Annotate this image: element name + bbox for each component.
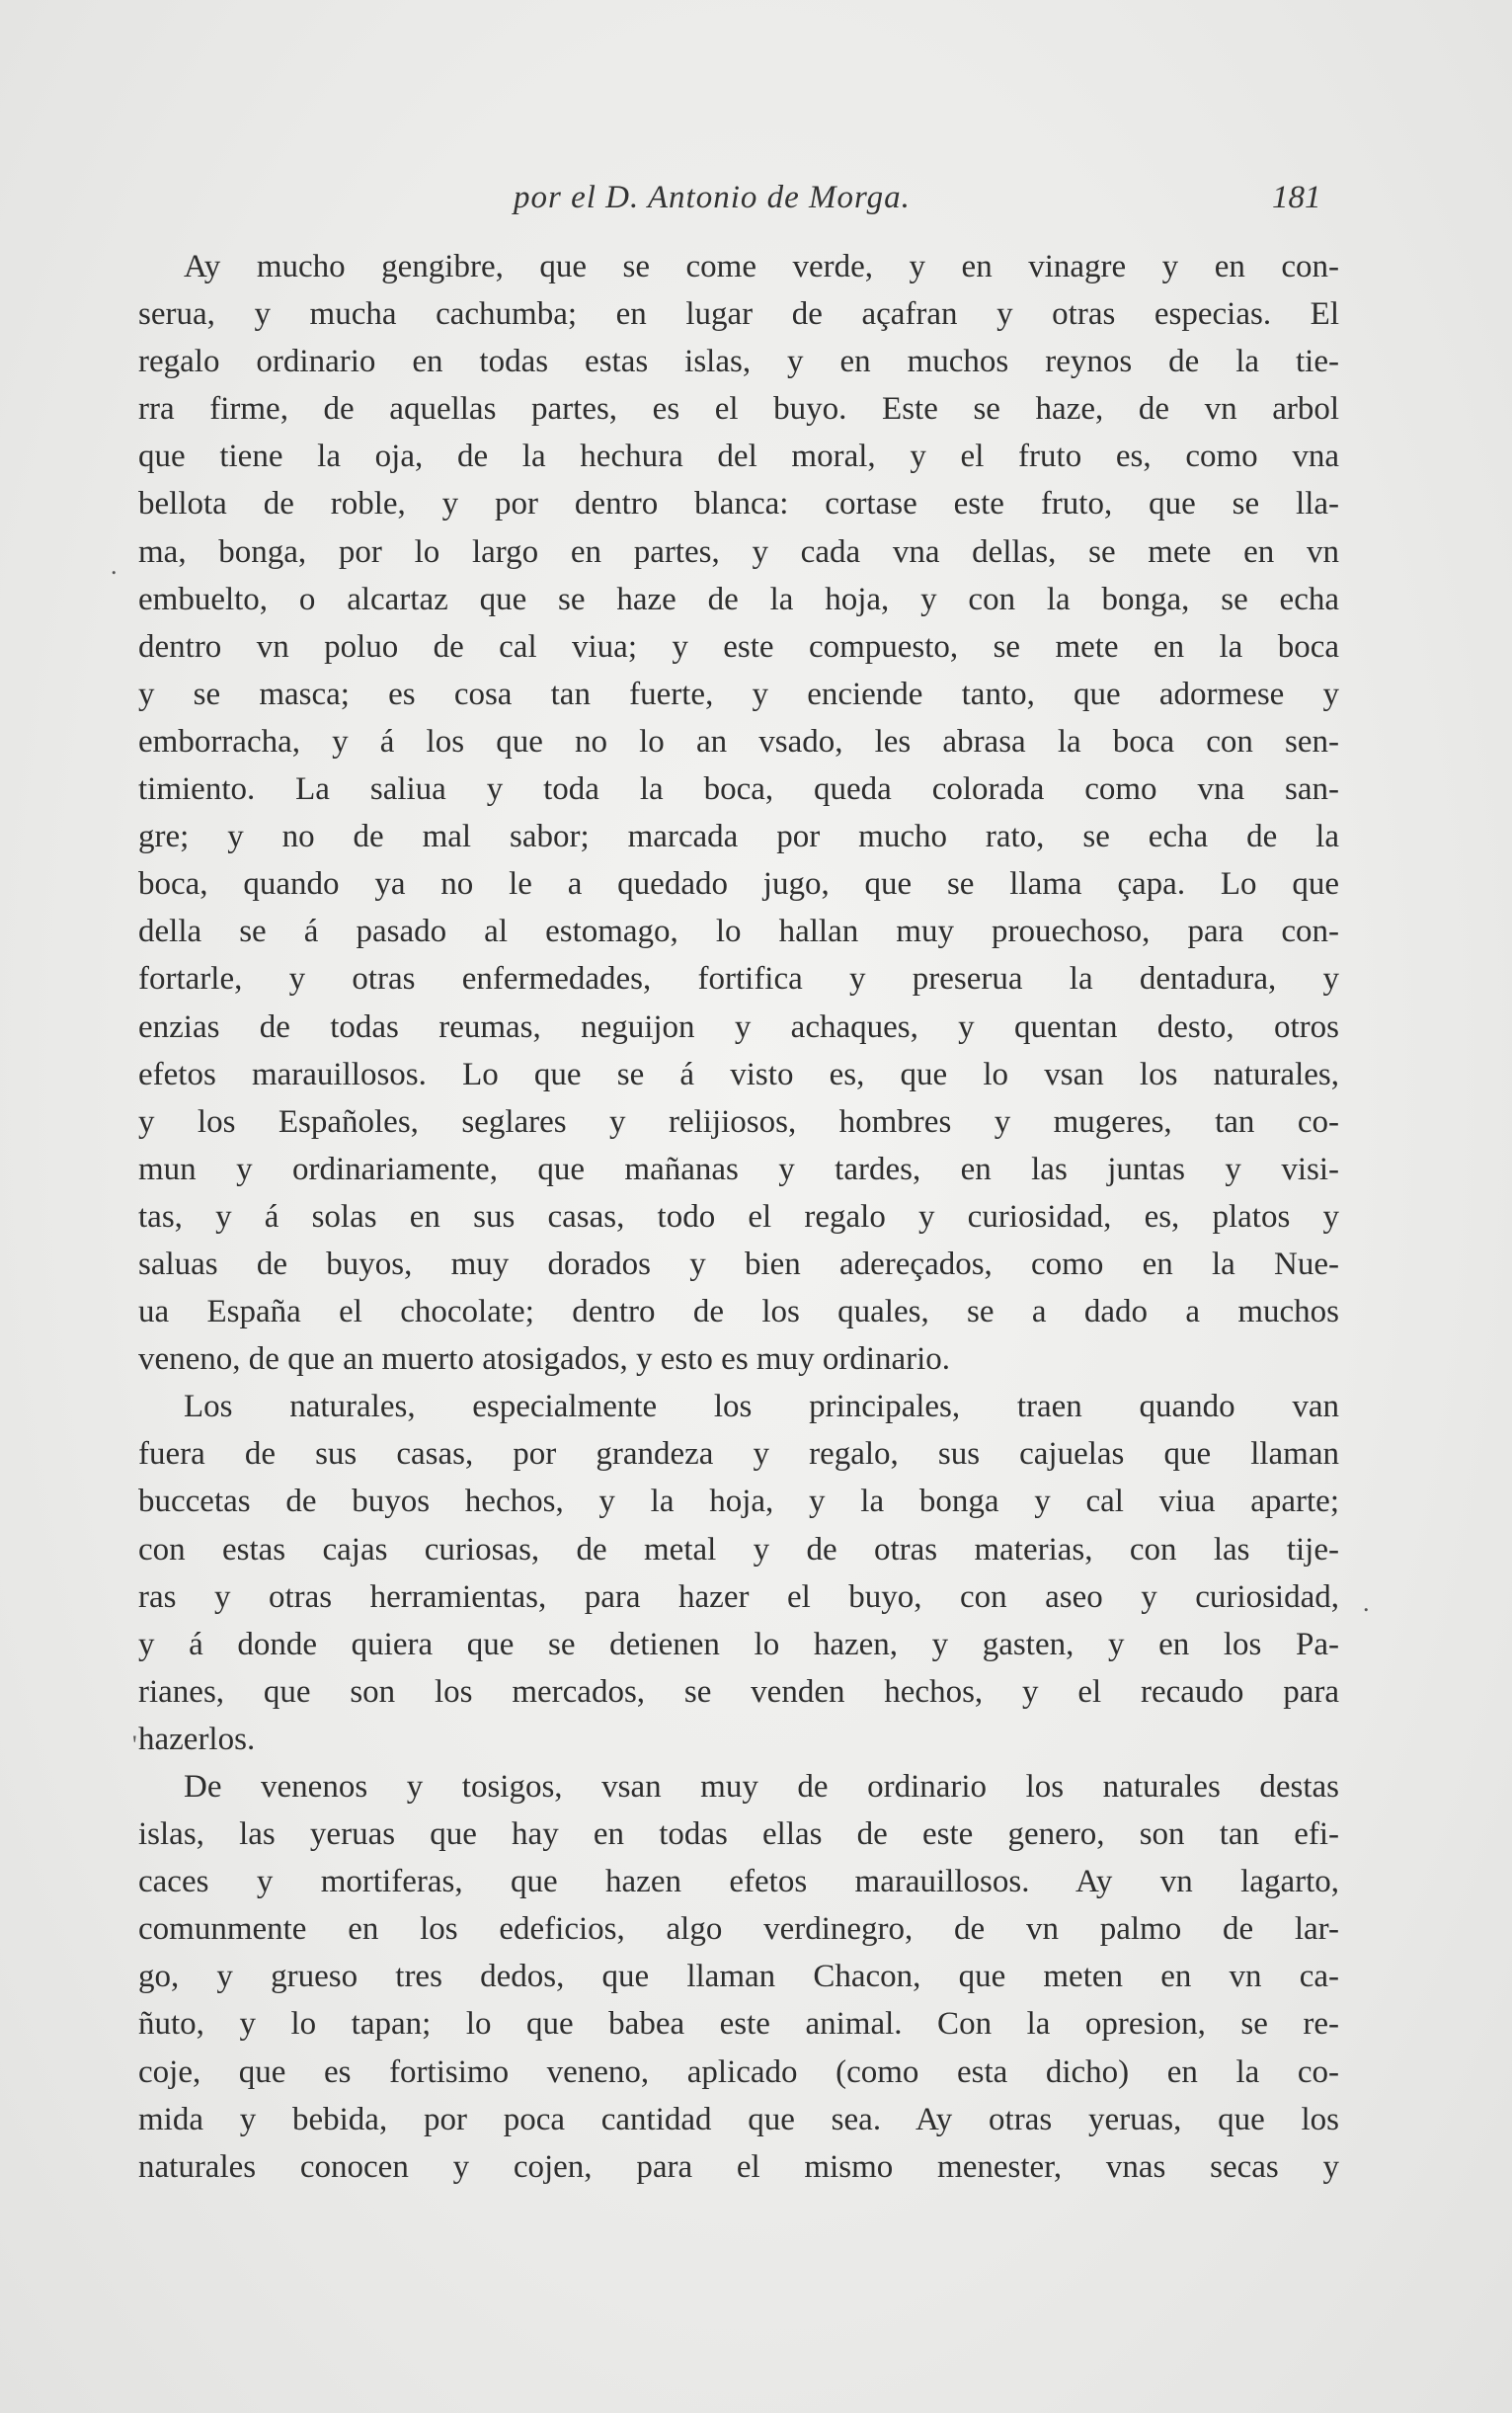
text-line: emborracha, y á los que no lo an vsado, les abrasa la boca con sen- — [138, 723, 1339, 760]
text-line: gre; y no de mal sabor; marcada por mucho rato, se echa de la — [138, 819, 1339, 855]
text-line: tas, y á solas en sus casas, todo el regalo y curiosidad, es, platos y — [138, 1198, 1339, 1235]
text-line: mun y ordinariamente, que mañanas y tardes, en las juntas y visi- — [138, 1151, 1339, 1187]
text-line: naturales conocen y cojen, para el mismo menester, vnas secas y — [138, 2148, 1339, 2185]
text-line: ua España el chocolate; dentro de los quales, se a dado a muchos — [138, 1294, 1339, 1330]
text-line: que tiene la oja, de la hechura del moral, y el fruto es, como vna — [138, 439, 1339, 475]
body-text — [138, 243, 1339, 2191]
text-line: De venenos y tosigos, vsan muy de ordinario los naturales destas — [184, 1769, 1339, 1805]
text-line: embuelto, o alcartaz que se haze de la hoja, y con la bonga, se echa — [138, 581, 1339, 617]
text-line: veneno, de que an muerto atosigados, y esto es muy ordinario. — [138, 1341, 951, 1378]
text-line: go, y grueso tres dedos, que llaman Chacon, que meten en vn ca- — [138, 1959, 1339, 1995]
text-line: ras y otras herramientas, para hazer el buyo, con aseo y curiosidad, — [138, 1578, 1339, 1615]
text-line: Los naturales, especialmente los principales, traen quando van — [184, 1389, 1339, 1425]
text-line: y los Españoles, seglares y relijiosos, hombres y mugeres, tan co- — [138, 1103, 1339, 1140]
text-line: regalo ordinario en todas estas islas, y en muchos reynos de la tie- — [138, 344, 1339, 380]
text-line: efetos marauillosos. Lo que se á visto es, que lo vsan los naturales, — [138, 1056, 1339, 1092]
text-line: rra firme, de aquellas partes, es el buyo. Este se haze, de vn arbol — [138, 391, 1339, 428]
text-line: hazerlos. — [138, 1721, 256, 1757]
text-line: saluas de buyos, muy dorados y bien adereçados, como en la Nue- — [138, 1246, 1339, 1282]
text-line: Ay mucho gengibre, que se come verde, y en vinagre y en con- — [184, 249, 1339, 284]
text-line: con estas cajas curiosas, de metal y de otras materias, con las tije- — [138, 1531, 1339, 1568]
text-line: dentro vn poluo de cal viua; y este compuesto, se mete en la boca — [138, 628, 1339, 665]
text-line: ñuto, y lo tapan; lo que babea este animal. Con la opresion, se re- — [138, 2006, 1339, 2043]
margin-mark: ' — [132, 1730, 137, 1759]
margin-mark: . — [1363, 1588, 1370, 1617]
text-line: islas, las yeruas que hay en todas ellas de este genero, son tan efi- — [138, 1816, 1339, 1853]
text-line: enzias de todas reumas, neguijon y achaques, y quentan desto, otros — [138, 1008, 1339, 1045]
text-line: ma, bonga, por lo largo en partes, y cada vna dellas, se mete en vn — [138, 533, 1339, 570]
text-line: y se masca; es cosa tan fuerte, y enciende tanto, que adormese y — [138, 676, 1339, 712]
text-line: coje, que es fortisimo veneno, aplicado (como esta dicho) en la co- — [138, 2053, 1339, 2090]
text-line: boca, quando ya no le a quedado jugo, que se llama çapa. Lo que — [138, 866, 1339, 903]
text-line: bellota de roble, y por dentro blanca: cortase este fruto, que se lla- — [138, 486, 1339, 523]
text-line: y á donde quiera que se detienen lo hazen, y gasten, y en los Pa- — [138, 1626, 1339, 1662]
text-line: rianes, que son los mercados, se venden hechos, y el recaudo para — [138, 1673, 1339, 1710]
text-line: fuera de sus casas, por grandeza y regalo, sus cajuelas que llaman — [138, 1436, 1339, 1473]
text-line: timiento. La saliua y toda la boca, queda colorada como vna san- — [138, 771, 1339, 808]
text-line: mida y bebida, por poca cantidad que sea. Ay otras yeruas, que los — [138, 2101, 1339, 2137]
text-line: caces y mortiferas, que hazen efetos marauillosos. Ay vn lagarto, — [138, 1864, 1339, 1900]
page-number: 181 — [1272, 180, 1321, 215]
running-head: por el D. Antonio de Morga. — [514, 180, 911, 215]
text-line: comunmente en los edeficios, algo verdinegro, de vn palmo de lar- — [138, 1911, 1339, 1948]
text-line: buccetas de buyos hechos, y la hoja, y la bonga y cal viua aparte; — [138, 1484, 1339, 1520]
margin-mark: . — [111, 551, 118, 580]
text-line: fortarle, y otras enfermedades, fortifica y preserua la dentadura, y — [138, 961, 1339, 998]
text-line: serua, y mucha cachumba; en lugar de açafran y otras especias. El — [138, 296, 1339, 333]
text-line: della se á pasado al estomago, lo hallan muy prouechoso, para con- — [138, 914, 1339, 950]
